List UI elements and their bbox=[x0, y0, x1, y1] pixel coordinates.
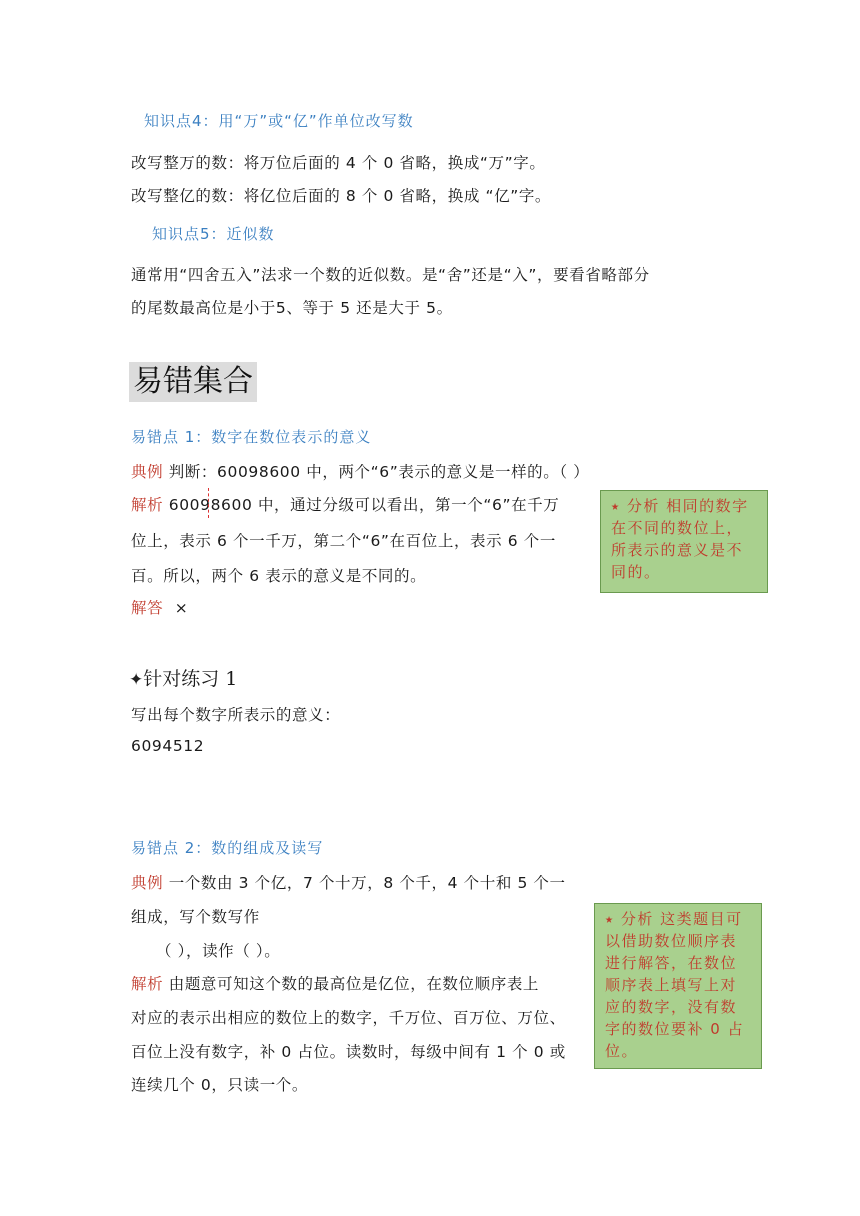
err1-example bbox=[131, 460, 589, 482]
err2-analysis-line4: 连续几个 0，只读一个。 bbox=[131, 1076, 308, 1094]
kp5-line2: 的尾数最高位是小于5、等于 5 还是大于 5。 bbox=[131, 299, 453, 317]
err1-analysis-note: ⭑ 分析 相同的数字在不同的数位上，所表示的意义是不同的。 bbox=[600, 490, 768, 593]
practice1-number: 6094512 bbox=[131, 737, 205, 755]
example-text: 判断：60098600 中，两个“6”表示的意义是一样的。（ ） bbox=[168, 463, 590, 481]
kp4-line1: 改写整万的数：将万位后面的 4 个 0 省略，换成“万”字。 bbox=[131, 154, 546, 172]
answer-tag: 解答 bbox=[131, 599, 164, 617]
sparkle-icon: ✦ bbox=[129, 670, 144, 690]
kp4-title: 知识点4：用“万”或“亿”作单位改写数 bbox=[144, 112, 414, 130]
err2-example-line1 bbox=[131, 871, 566, 893]
answer-mark: × bbox=[174, 599, 189, 617]
err1-title: 易错点 1：数字在数位表示的意义 bbox=[131, 428, 372, 446]
analysis-text: 60098600 中，通过分级可以看出，第一个“6”在千万 bbox=[168, 496, 560, 514]
err2-analysis-line1 bbox=[131, 972, 539, 994]
err2-analysis-line3: 百位上没有数字，补 0 占位。读数时，每级中间有 1 个 0 或 bbox=[131, 1043, 566, 1061]
practice1-heading bbox=[129, 664, 237, 691]
err1-answer bbox=[131, 596, 188, 618]
example-tag: 典例 bbox=[131, 874, 164, 892]
section-heading: 易错集合 bbox=[129, 362, 257, 402]
example-text: 一个数由 3 个亿，7 个十万，8 个千，4 个十和 5 个一 bbox=[168, 874, 566, 892]
err1-analysis-line3: 百。所以，两个 6 表示的意义是不同的。 bbox=[131, 567, 427, 585]
err1-analysis-line1 bbox=[131, 493, 559, 515]
err2-title: 易错点 2：数的组成及读写 bbox=[131, 839, 324, 857]
digit-split-marker bbox=[208, 488, 209, 518]
analysis-tag: 解析 bbox=[131, 496, 164, 514]
analysis-tag: 解析 bbox=[131, 975, 164, 993]
err2-example-line2: 组成，写个数写作 bbox=[131, 908, 260, 926]
err2-analysis-note: ⭑ 分析 这类题目可以借助数位顺序表进行解答，在数位顺序表上填写上对应的数字，没有数字的数位要补 0 占位。 bbox=[594, 903, 762, 1069]
practice1-prompt: 写出每个数字所表示的意义： bbox=[131, 706, 341, 724]
practice1-title: 针对练习 1 bbox=[143, 668, 238, 690]
analysis-text: 由题意可知这个数的最高位是亿位，在数位顺序表上 bbox=[168, 975, 540, 993]
kp5-line1: 通常用“四舍五入”法求一个数的近似数。是“舍”还是“入”，要看省略部分 bbox=[131, 266, 650, 284]
err2-example-line3: （ ），读作（ ）。 bbox=[156, 942, 281, 960]
kp4-line2: 改写整亿的数：将亿位后面的 8 个 0 省略，换成 “亿”字。 bbox=[131, 187, 552, 205]
kp5-title: 知识点5：近似数 bbox=[152, 225, 275, 243]
err2-analysis-line2: 对应的表示出相应的数位上的数字，千万位、百万位、万位、 bbox=[131, 1009, 566, 1027]
example-tag: 典例 bbox=[131, 463, 164, 481]
err1-analysis-line2: 位上，表示 6 个一千万，第二个“6”在百位上，表示 6 个一 bbox=[131, 532, 556, 550]
